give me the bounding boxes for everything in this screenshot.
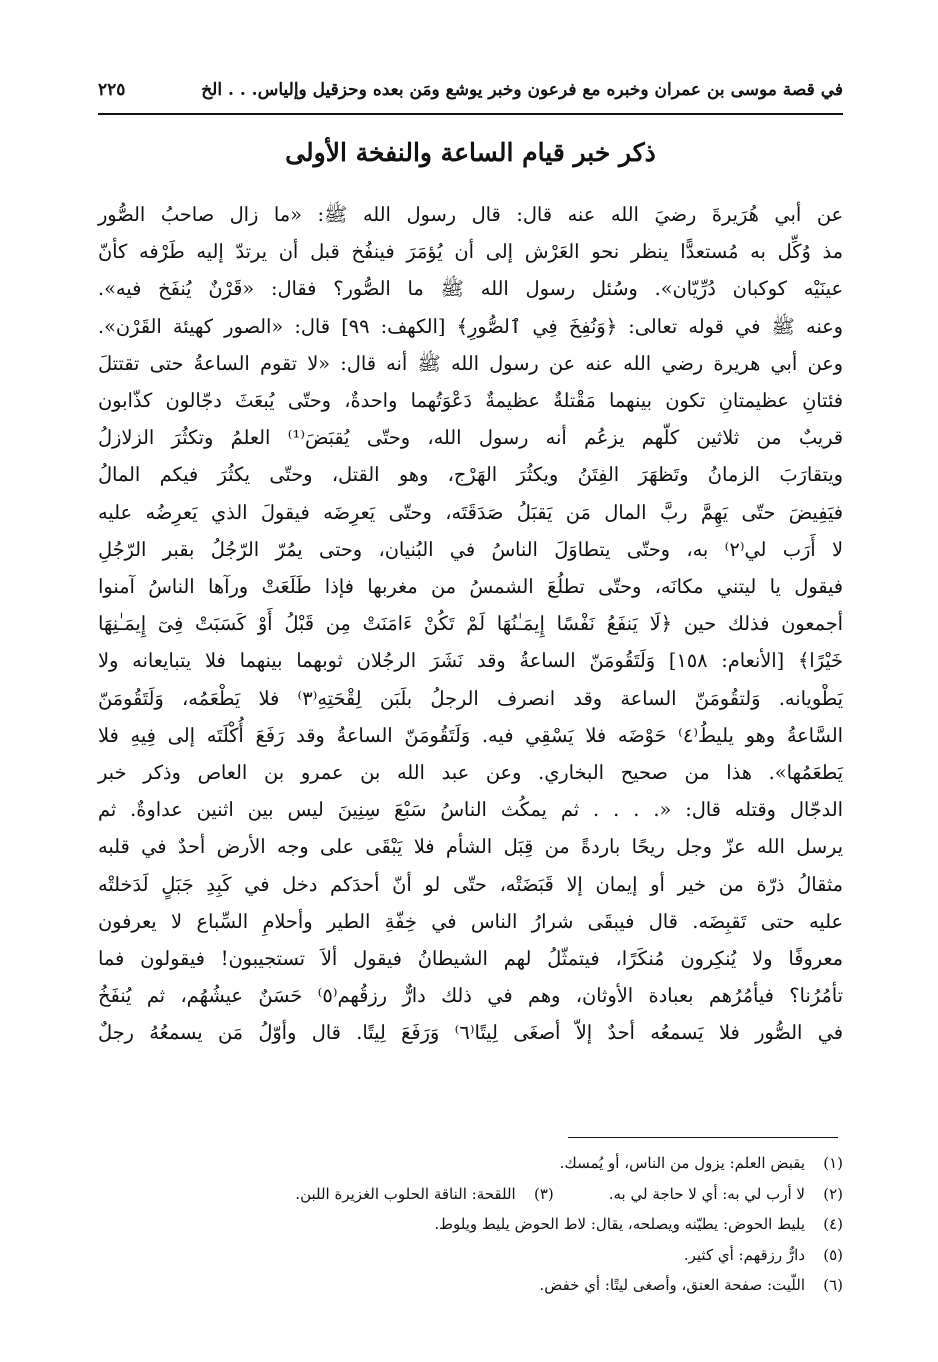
text-line: مثقالُ ذرّة من خير أو إيمان إلا قَبَضَتْه، حتّى لو أنّ أحدَكم دخل في كَبِدِ جَبَلٍ لَدَخلتْه — [98, 872, 843, 896]
header-rule — [98, 113, 843, 115]
footnote — [98, 1209, 843, 1240]
page-number: ٢٢٥ — [98, 80, 126, 100]
text-line: السَّاعةُ وهو يليطُ⁽٤⁾ حَوْضَه فلا يَسْقِي فيه. وَلَتَقُومَنّ الساعةُ وقد رَفَعَ أُكْلَتَه إلى فِيهِ فلا — [98, 723, 843, 747]
footnote-number: (٦) — [823, 1276, 843, 1294]
text-line: عن أبي هُرَيرةَ رضيَ الله عنه قال: قال رسول الله ﷺ: «ما زال صاحبُ الصُّور — [98, 203, 843, 226]
text-line: في الصُّور فلا يَسمعُه أحدٌ إلاّ أصغَى لِيتًا⁽٦⁾ وَرَفَعَ لِيتًا. قال وأوّلُ مَن يسمعُهُ رجلٌ — [98, 1021, 843, 1045]
footnote-number: (٢) — [823, 1184, 843, 1203]
text-line: يَطْويانه. وَلتقُومَنّ الساعة وقد انصرف الرجلُ بلَبَن لِقْحَتِهِ⁽٣⁾ فلا يَطْعَمُه، وَلَتَقُومَنّ — [98, 686, 843, 710]
footnote-text: اللقحة: الناقة الحلوب الغزيرة اللبن. — [295, 1184, 516, 1203]
text-line: عينَيْه كوكبان دُرِّيّان». وسُئل رسول الله ﷺ ما الصُّور؟ فقال: «قَرْنٌ يُنفَخ فيه». — [98, 277, 843, 301]
running-header — [98, 80, 843, 100]
text-line: ويتقارَبَ الزمانُ وتَظهَرَ الفِتَنُ ويكثُرَ الهَرْج، وهو القتل، وحتّى يكثُرَ فيكم المالُ — [98, 463, 843, 487]
text-line: وعنه ﷺ في قوله تعالى: ﴿وَنُفِخَ فِي ٱلصُّورِ﴾ [الكهف: ٩٩] قال: «الصور كهيئة القَرْن». — [98, 314, 843, 338]
footnote-text: اللّيت: صفحة العنق، وأصغى ليتًا: أي خفض. — [539, 1276, 805, 1294]
footnote-number: (٣) — [533, 1184, 554, 1203]
paragraph — [98, 196, 843, 1052]
text-line: معروفًا ولا يُنكِرون مُنكَرًا، فيتمثّلُ لهم الشيطانُ فيقول ألاَ تستجيبون! فيقولون فما — [98, 947, 843, 971]
text-line: أجمعون فذلك حين ﴿لَا يَنفَعُ نَفْسًا إِيمَـٰنُهَا لَمْ تَكُنْ ءَامَنَتْ مِن قَبْلُ أَوْ كَسَبَتْ فِىٓ إِيمَـٰنِهَا — [98, 612, 843, 636]
footnote-text: يليط الحوض: يطيّنه ويصلحه، يقال: لاط الحوض يليط ويلوط. — [434, 1215, 805, 1233]
footnote-text: دارٌّ رزقهم: أي كثير. — [683, 1245, 805, 1264]
footnote-number: (١) — [823, 1154, 843, 1172]
footnote-rule — [568, 1137, 838, 1138]
text-line: يرسل الله عزّ وجل ريحًا باردةً من قِبَل الشأم فلا يَبْقَى على وجه الأرض أحدٌ في قلبه — [98, 835, 843, 859]
text-line: مذ وُكِّل به مُستعدًّا ينظر نحو العَرْش إلى أن يُؤمَرَ فينفُخ قبل أن يرتدّ إليه طَرْفه كأنّ — [98, 240, 843, 264]
chapter-title: ذكر خبر قيام الساعة والنفخة الأولى — [285, 138, 656, 167]
footnote-number: (٥) — [823, 1245, 843, 1264]
footnote-text: لا أرب لي به: أي لا حاجة لي به. — [608, 1184, 805, 1203]
text-line: وعن أبي هريرة رضي الله عنه عن رسول الله ﷺ أنه قال: «لا تقوم الساعةُ حتى تقتتلَ — [98, 351, 843, 375]
text-line: فيَفِيضَ حتّى يَهِمَّ ربَّ المال مَن يَقبَلُ صَدَقَتَه، وحتّى يَعرِضَه فيقولَ الذي يَعرِضُه عليه — [98, 500, 843, 524]
text-line: قريبٌ من ثلاثين كلّهم يزعُم أنه رسول الله، وحتّى يُقبَضَ⁽¹⁾ العلمُ وتكثُرَ الزلازلُ — [98, 426, 844, 450]
footnote — [98, 1148, 843, 1179]
text-line: فئتانِ عظيمتانِ تكون بينهما مَقْتلةٌ عظيمةٌ دَعْوَتُهما واحدةٌ، وحتّى يُبعَثَ دجّالون كذّابون — [98, 389, 843, 413]
text-line: تأمُرُنا؟ فيأمُرُهم بعبادة الأوثان، وهم في ذلك دارٌّ رزقُهم⁽٥⁾ حَسَنٌ عيشُهُم، ثم يُنفَخُ — [98, 984, 843, 1008]
footnotes — [98, 1148, 843, 1301]
text-line: لا أَرَب لي⁽٢⁾ به، وحتّى يتطاوَلَ الناسُ في البُنيان، وحتى يمُرّ الرّجُلُ بقبر الرّجُلِ — [98, 537, 843, 561]
running-title: في قصة موسى بن عمران وخبره مع فرعون وخبر يوشع ومَن بعده وحزقيل وإلياس. . . الخ — [201, 80, 843, 100]
text-line: الدجّال وقتله قال: «. . . . ثم يمكُث الناسُ سَبْعَ سِنِينَ ليس بين اثنين عداوةٌ. ثم — [98, 798, 843, 822]
footnote-number: (٤) — [823, 1215, 843, 1233]
text-line: عليه حتى تَقبِضَه. قال فيبقَى شرارُ الناس في خِفّةِ الطير وأحلامِ السِّباع لا يعرفون — [98, 909, 843, 933]
body-text — [98, 196, 843, 1052]
footnote — [98, 1179, 843, 1210]
footnote — [98, 1240, 843, 1271]
footnote — [98, 1270, 843, 1301]
footnote-text: يقبض العلم: يزول من الناس، أو يُمسك. — [559, 1154, 805, 1172]
text-line: يَطعَمُها». هذا من صحيح البخاري. وعن عبد الله بن عمرو بن العاص وذكر خبر — [98, 761, 843, 785]
text-line: فيقول يا ليتني مكانَه، وحتّى تطلُعَ الشمسُ من مغربها فإذا طَلَعَتْ ورآها الناسُ آمنوا — [98, 575, 843, 599]
text-line: خَيْرًا﴾ [الأنعام: ١٥٨] وَلَتَقُومَنّ الساعةُ وقد نَشَرَ الرجُلان ثوبهما بينهما فلا يتبايعانه ولا — [98, 649, 843, 673]
